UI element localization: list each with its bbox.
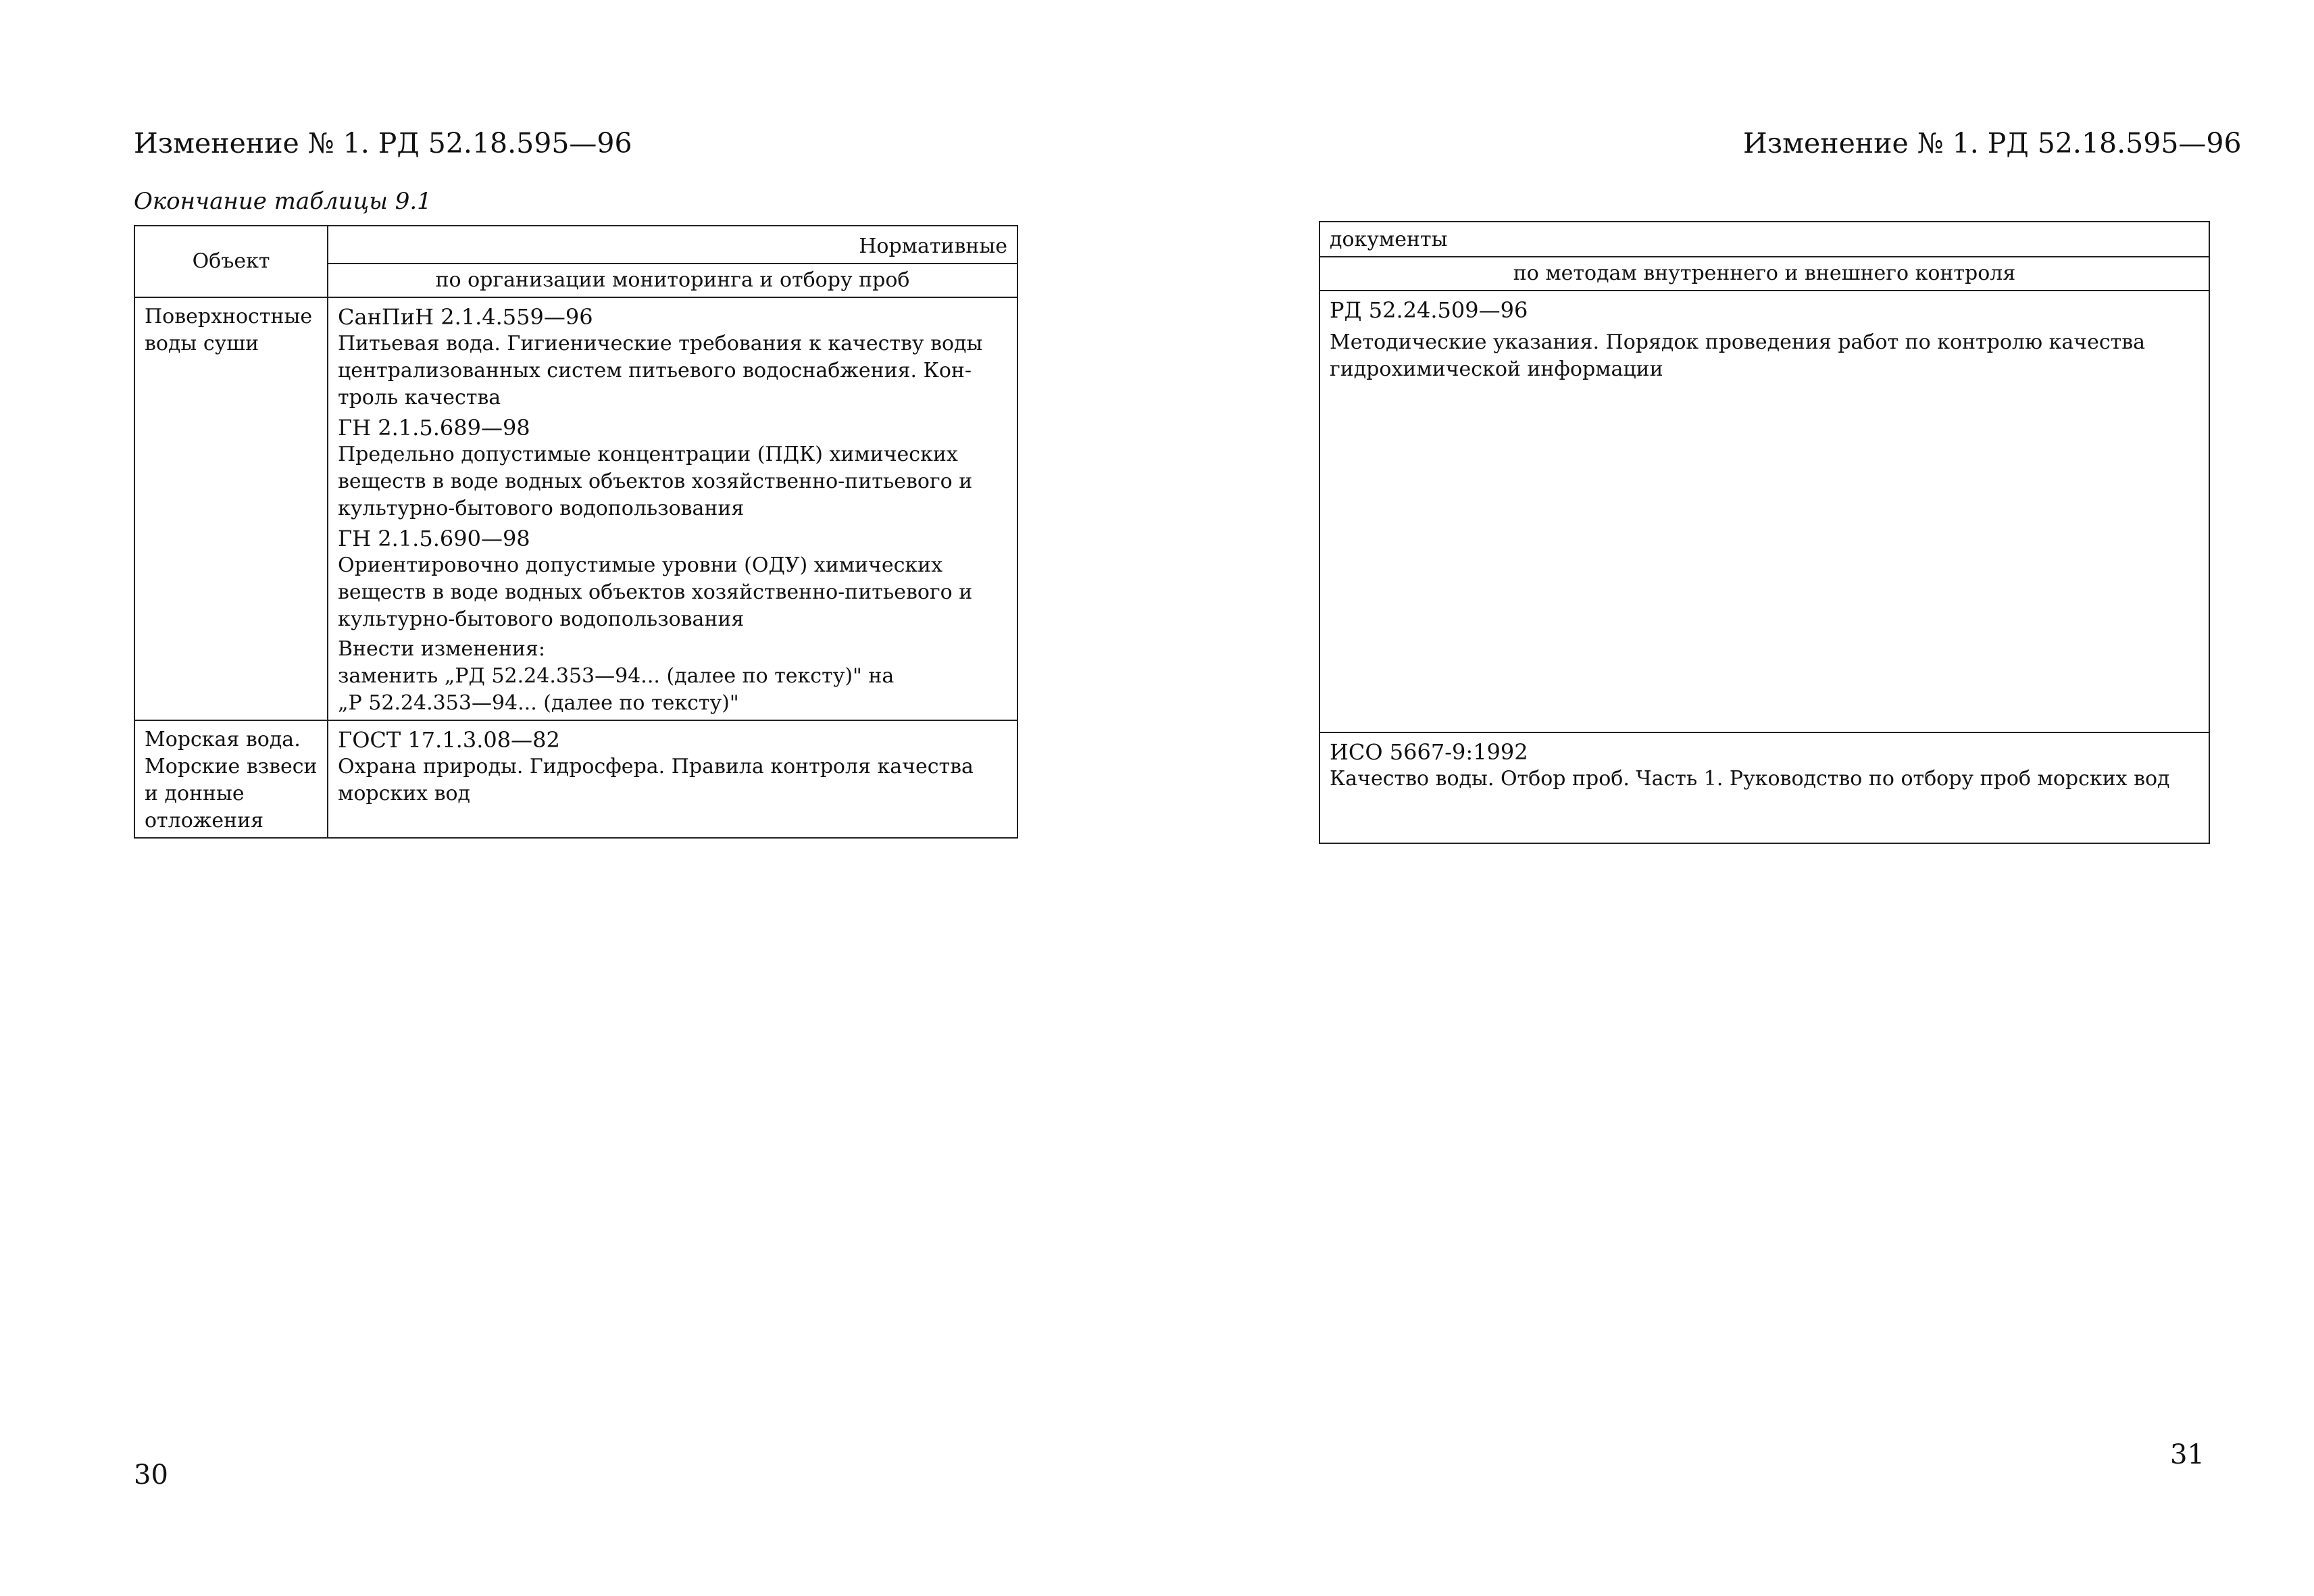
- document-title-line: Охрана природы. Гидросфера. Правила контроля качества: [338, 755, 974, 778]
- header-monitoring: по организации мониторинга и отбору проб: [328, 264, 1017, 297]
- documents-cell: [328, 297, 1017, 720]
- document-code: СанПиН 2.1.4.559—96: [338, 304, 593, 330]
- object-line: Морские взвеси: [145, 755, 318, 778]
- document-title-line: Методические указания. Порядок проведения работ по контролю качества: [1330, 330, 2146, 354]
- document-code: ГН 2.1.5.689—98: [338, 415, 530, 441]
- table-row: [1319, 732, 2209, 843]
- document-title-line: морских вод: [338, 782, 471, 805]
- document-title-line: веществ в воде водных объектов хозяйственно-питьевого и: [338, 470, 973, 493]
- amendment-note: [338, 636, 1007, 717]
- object-line: отложения: [145, 809, 264, 832]
- document-code: ГОСТ 17.1.3.08—82: [338, 727, 560, 753]
- right-page-number: 31: [2170, 1439, 2205, 1470]
- object-line: Поверхностные: [145, 305, 313, 328]
- document-entry: [338, 414, 1007, 522]
- header-documents: документы: [1319, 222, 2209, 257]
- document-title-line: Предельно допустимые концентрации (ПДК) химических: [338, 443, 958, 466]
- documents-cell: [1319, 732, 2209, 843]
- left-page-header: Изменение № 1. РД 52.18.595—96: [134, 127, 632, 159]
- document-entry: [338, 303, 1007, 412]
- object-cell: [134, 297, 328, 720]
- document-title-line: Ориентировочно допустимые уровни (ОДУ) химических: [338, 553, 943, 577]
- right-page-header: Изменение № 1. РД 52.18.595—96: [1743, 127, 2242, 159]
- header-normative: Нормативные: [328, 226, 1017, 264]
- document-title-line: централизованных систем питьевого водоснабжения. Кон-: [338, 359, 972, 382]
- documents-cell: [1319, 291, 2209, 732]
- table-row: [134, 297, 1017, 720]
- table-caption: Окончание таблицы 9.1: [134, 188, 432, 215]
- document-title-line: культурно-бытового водопользования: [338, 607, 745, 631]
- right-table: [1319, 221, 2210, 844]
- table-row: [1319, 291, 2209, 732]
- table-row: [134, 720, 1017, 838]
- object-line: и донные: [145, 782, 245, 805]
- document-title-line: веществ в воде водных объектов хозяйственно-питьевого и: [338, 580, 973, 604]
- document-entry: [338, 525, 1007, 633]
- document-title-line: Питьевая вода. Гигиенические требования к качеству воды: [338, 332, 983, 355]
- document-title-line: троль качества: [338, 386, 501, 409]
- header-control-methods: по методам внутреннего и внешнего контроля: [1319, 257, 2209, 291]
- document-entry: [338, 726, 1007, 807]
- left-table: [134, 225, 1018, 839]
- document-title-line: гидрохимической информации: [1330, 357, 1663, 381]
- document-code: ГН 2.1.5.690—98: [338, 526, 530, 551]
- documents-cell: [328, 720, 1017, 838]
- amendment-line: Внести изменения:: [338, 637, 545, 661]
- object-cell: [134, 720, 328, 838]
- document-title-line: Качество воды. Отбор проб. Часть 1. Руководство по отбору проб морских вод: [1330, 767, 2170, 791]
- left-page-number: 30: [134, 1460, 168, 1491]
- document-code: РД 52.24.509—96: [1330, 297, 1528, 323]
- amendment-line: заменить „РД 52.24.353—94... (далее по тексту)" на: [338, 664, 895, 688]
- document-title-line: культурно-бытового водопользования: [338, 497, 745, 520]
- object-line: Морская вода.: [145, 728, 301, 751]
- header-object: Объект: [134, 226, 328, 297]
- amendment-line: „Р 52.24.353—94... (далее по тексту)": [338, 691, 739, 715]
- object-line: воды суши: [145, 332, 259, 355]
- document-code: ИСО 5667-9:1992: [1330, 739, 1528, 765]
